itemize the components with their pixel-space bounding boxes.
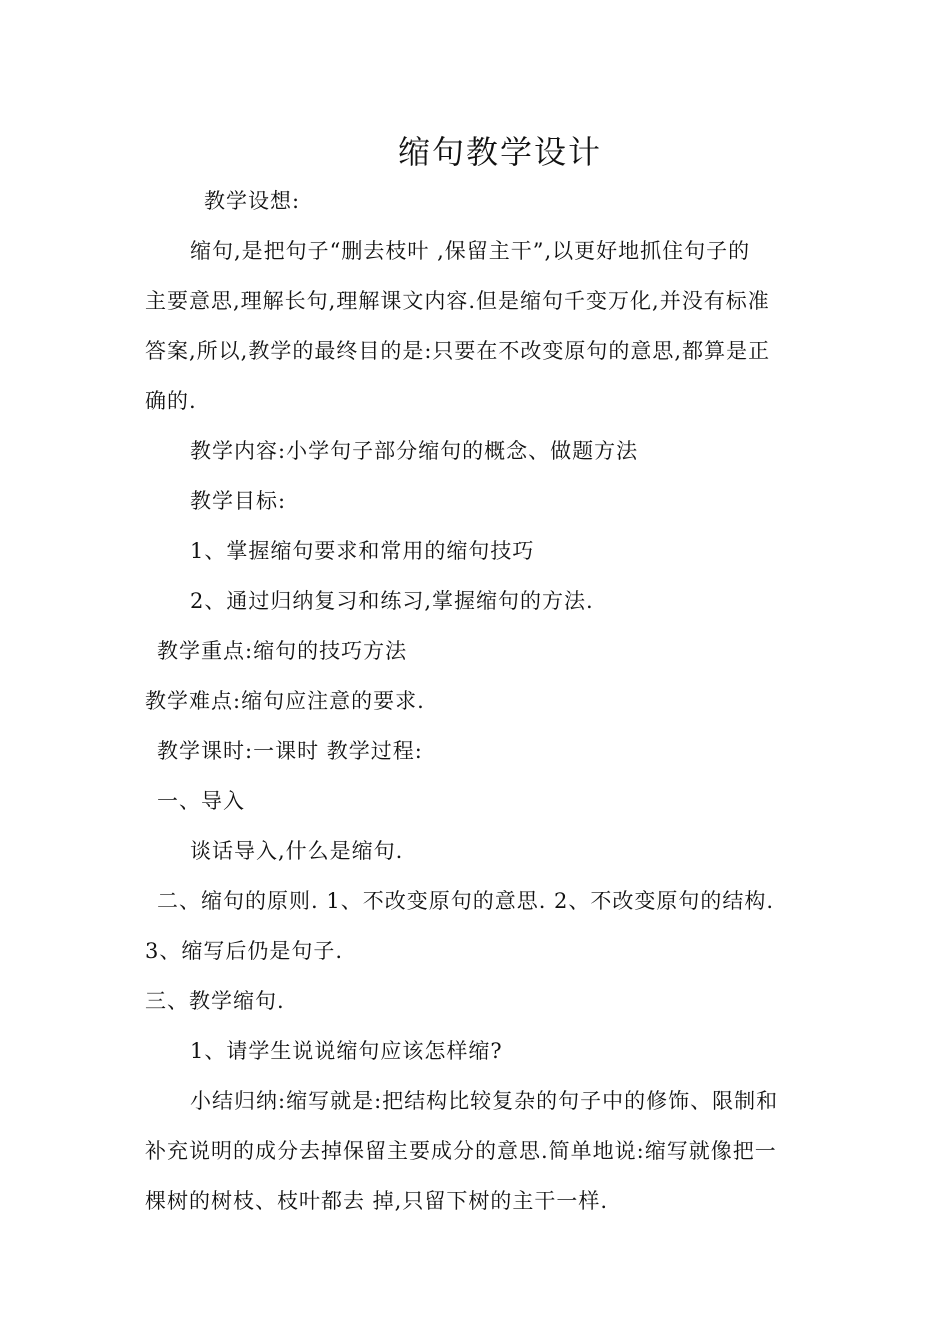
paragraph-line: 棵树的树枝、枝叶都去 掉,只留下树的主干一样. bbox=[145, 1189, 609, 1213]
section-heading-principles: 二、缩句的原则. 1、不改变原句的意思. 2、不改变原句的结构. bbox=[157, 889, 775, 913]
paragraph-line: 答案,所以,教学的最终目的是:只要在不改变原句的意思,都算是正 bbox=[145, 339, 771, 363]
paragraph-line: 谈话导入,什么是缩句. bbox=[190, 839, 404, 863]
teaching-goals-heading: 教学目标: bbox=[190, 489, 287, 513]
goal-item: 1、掌握缩句要求和常用的缩句技巧 bbox=[190, 539, 535, 563]
paragraph-line: 3、缩写后仍是句子. bbox=[145, 939, 344, 963]
teaching-focus: 教学重点:缩句的技巧方法 bbox=[157, 639, 408, 663]
section-heading-teaching: 三、教学缩句. bbox=[145, 989, 285, 1013]
section-heading-intro: 一、导入 bbox=[157, 789, 245, 813]
list-item: 1、请学生说说缩句应该怎样缩? bbox=[190, 1039, 503, 1063]
teaching-hours: 教学课时:一课时 教学过程: bbox=[157, 739, 423, 763]
teaching-content: 教学内容:小学句子部分缩句的概念、做题方法 bbox=[190, 439, 639, 463]
paragraph-line: 补充说明的成分去掉保留主要成分的意思.简单地说:缩写就像把一 bbox=[145, 1139, 777, 1163]
paragraph-line: 小结归纳:缩写就是:把结构比较复杂的句子中的修饰、限制和 bbox=[190, 1089, 779, 1113]
paragraph-line: 主要意思,理解长句,理解课文内容.但是缩句千变万化,并没有标准 bbox=[145, 289, 770, 313]
paragraph-line: 确的. bbox=[145, 389, 197, 413]
goal-item: 2、通过归纳复习和练习,掌握缩句的方法. bbox=[190, 589, 594, 613]
paragraph-line: 缩句,是把句子“删去枝叶 ,保留主干”,以更好地抓住句子的 bbox=[190, 239, 751, 263]
teaching-difficulty: 教学难点:缩句应注意的要求. bbox=[145, 689, 425, 713]
document-title: 缩句教学设计 bbox=[398, 133, 603, 171]
section-heading-idea: 教学设想: bbox=[204, 189, 301, 213]
